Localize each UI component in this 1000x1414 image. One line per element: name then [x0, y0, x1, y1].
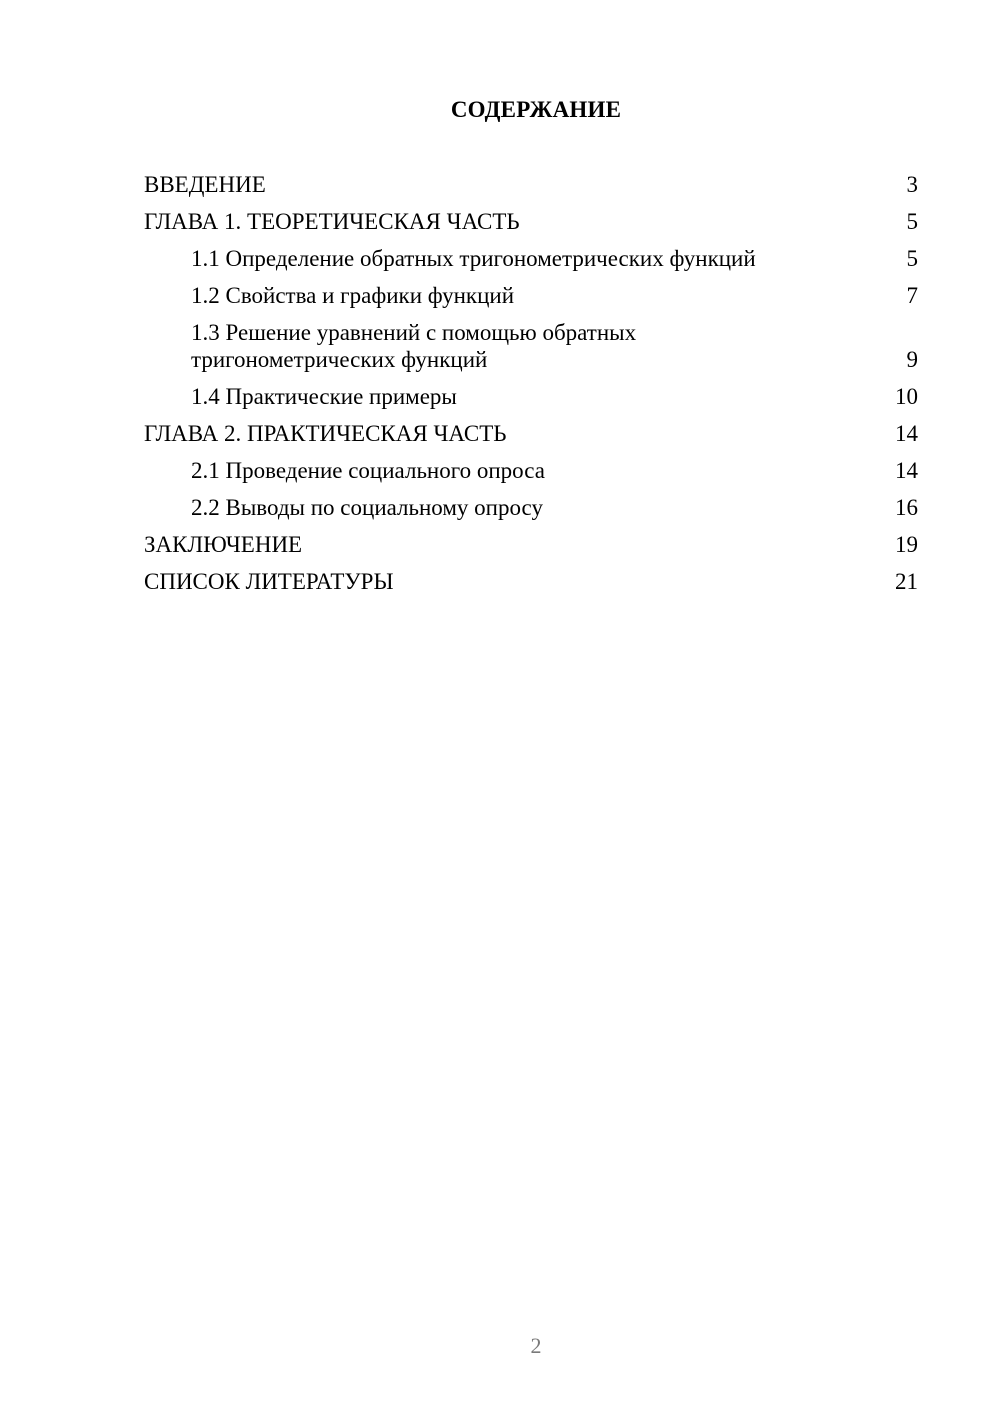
page-title: СОДЕРЖАНИЕ	[450, 97, 622, 122]
toc-entry-introduction[interactable]	[144, 171, 918, 198]
toc-entry-label: ВВЕДЕНИЕ	[144, 172, 266, 197]
toc-entry-page: 9	[906, 347, 918, 372]
toc-entry-conclusion[interactable]	[144, 531, 918, 558]
toc-entry-label: СПИСОК ЛИТЕРАТУРЫ	[144, 569, 394, 594]
toc-entry-page: 14	[895, 458, 918, 483]
toc-entry-chapter-2[interactable]	[144, 420, 918, 447]
toc-entry-label: 1.1 Определение обратных тригонометрических функций	[191, 246, 756, 271]
toc-entry-page: 7	[906, 283, 918, 308]
toc-entry-label: ЗАКЛЮЧЕНИЕ	[144, 532, 303, 557]
toc-entry-label: 1.3 Решение уравнений с помощью обратных тригонометрических функций	[191, 320, 637, 372]
toc-entry-label: ГЛАВА 2. ПРАКТИЧЕСКАЯ ЧАСТЬ	[144, 421, 507, 446]
toc-entry-section-1-3[interactable]	[144, 319, 918, 373]
toc-entry-page: 5	[906, 246, 918, 271]
toc-entry-label: 2.1 Проведение социального опроса	[191, 458, 545, 483]
table-of-contents	[144, 171, 918, 605]
toc-entry-page: 3	[906, 172, 918, 197]
toc-entry-page: 21	[895, 569, 918, 594]
toc-entry-references[interactable]	[144, 568, 918, 595]
toc-entry-chapter-1[interactable]	[144, 208, 918, 235]
toc-entry-label: 1.4 Практические примеры	[191, 384, 457, 409]
toc-entry-page: 19	[895, 532, 918, 557]
toc-entry-label: ГЛАВА 1. ТЕОРЕТИЧЕСКАЯ ЧАСТЬ	[144, 209, 520, 234]
toc-entry-page: 14	[895, 421, 918, 446]
toc-entry-label: 2.2 Выводы по социальному опросу	[191, 495, 543, 520]
page-number: 2	[530, 1333, 542, 1358]
toc-entry-page: 10	[895, 384, 918, 409]
toc-entry-page: 5	[906, 209, 918, 234]
toc-entry-section-2-1[interactable]	[144, 457, 918, 484]
toc-entry-page: 16	[895, 495, 918, 520]
toc-entry-section-1-4[interactable]	[144, 383, 918, 410]
toc-entry-section-1-2[interactable]	[144, 282, 918, 309]
toc-entry-section-1-1[interactable]	[144, 245, 918, 272]
toc-entry-section-2-2[interactable]	[144, 494, 918, 521]
toc-entry-label: 1.2 Свойства и графики функций	[191, 283, 515, 308]
